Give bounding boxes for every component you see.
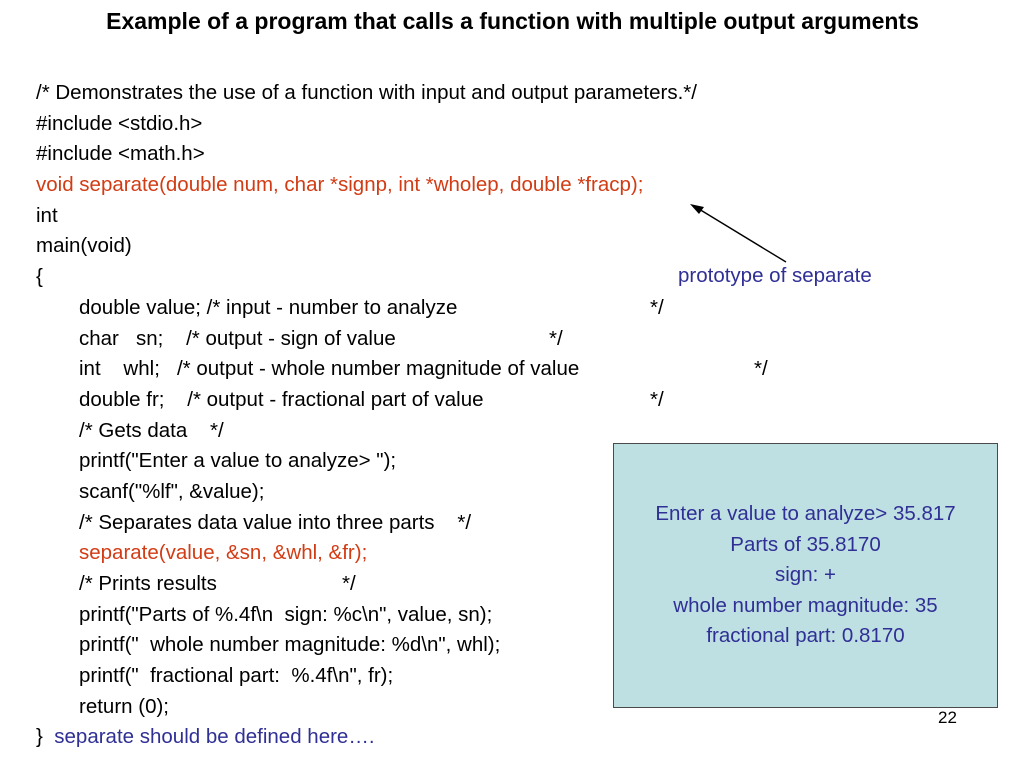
prints-comment-text: /* Prints results: [79, 572, 217, 595]
printf-frac-text: printf(" fractional part: %.4f\n", fr);: [79, 664, 394, 688]
code-line-prototype: void separate(double num, char *signp, int *wholep, double *fracp);: [36, 173, 644, 197]
decl-value-text: double value; /* input - number to analyze: [79, 295, 458, 319]
code-line-open-brace: {: [36, 265, 43, 289]
sample-output-box: [613, 443, 998, 708]
return-text: return (0);: [79, 694, 169, 718]
slide-number: 22: [938, 708, 957, 727]
output-line-parts: Parts of 35.8170: [730, 532, 881, 556]
printf-whole-text: printf(" whole number magnitude: %d\n", whl);: [79, 633, 501, 657]
code-line-main: main(void): [36, 234, 132, 258]
prototype-label: prototype of separate: [678, 264, 872, 287]
decl-fr-end: */: [650, 387, 664, 411]
decl-whl-text: int whl; /* output - whole number magnitude of value: [79, 357, 580, 381]
code-line-int: int: [36, 203, 58, 227]
scanf-text: scanf("%lf", &value);: [79, 479, 265, 503]
code-line-include-stdio: #include <stdio.h>: [36, 111, 203, 135]
separate-call-text: separate(value, &sn, &whl, &fr);: [79, 541, 368, 565]
defined-here-note: separate should be defined here….: [54, 725, 375, 749]
separates-comment-text: /* Separates data value into three parts */: [79, 510, 472, 534]
output-line-sign: sign: +: [775, 563, 836, 587]
decl-sn-text: char sn; /* output - sign of value: [79, 326, 396, 350]
decl-value-end: */: [650, 295, 664, 319]
code-line-include-math: #include <math.h>: [36, 142, 205, 166]
close-brace-text: }: [36, 725, 43, 749]
decl-whl-end: */: [754, 357, 768, 381]
output-line-frac: fractional part: 0.8170: [706, 624, 905, 648]
slide-title: Example of a program that calls a function with multiple output arguments: [106, 8, 919, 34]
prints-comment-end: */: [342, 572, 356, 595]
output-line-whole: whole number magnitude: 35: [673, 593, 938, 617]
decl-fr-text: double fr; /* output - fractional part of value: [79, 387, 484, 411]
gets-data-text: /* Gets data */: [79, 418, 224, 442]
decl-sn-end: */: [549, 326, 563, 350]
printf-parts-text: printf("Parts of %.4f\n sign: %c\n", value, sn);: [79, 602, 493, 626]
printf-enter-text: printf("Enter a value to analyze> ");: [79, 449, 397, 473]
code-line-comment: /* Demonstrates the use of a function with input and output parameters.*/: [36, 81, 697, 104]
output-line-enter: Enter a value to analyze> 35.817: [655, 502, 956, 526]
